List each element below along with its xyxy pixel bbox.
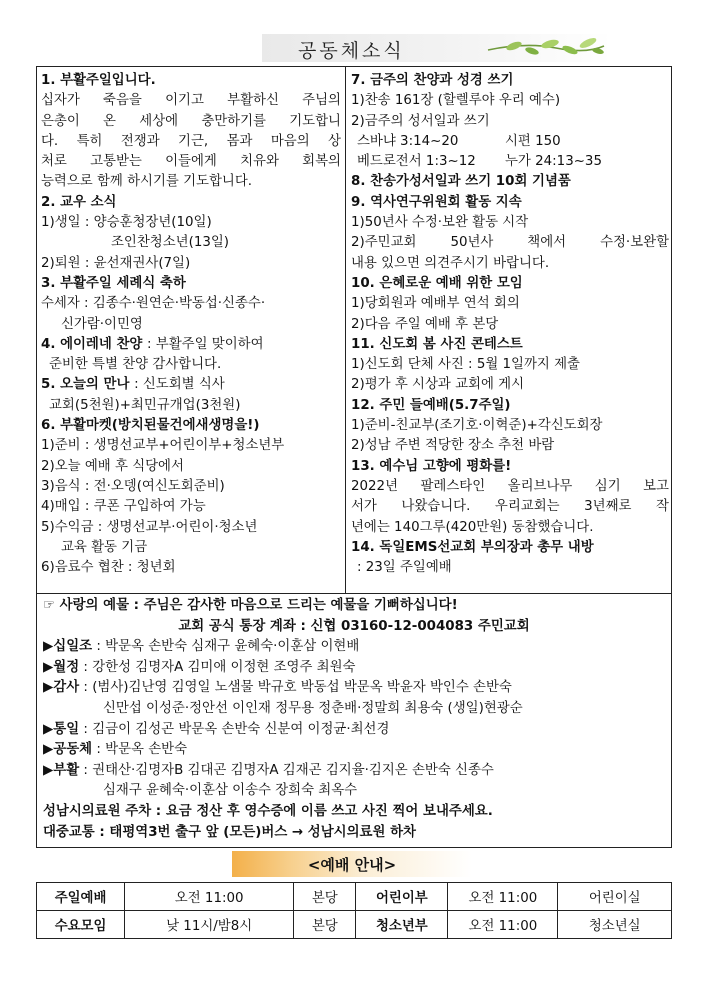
service-cell: 오전 11:00 <box>448 911 558 939</box>
right-line: 2)주민교회 50년사 책에서 수정·보완할 <box>351 235 669 251</box>
left-line: 다. 특히 전쟁과 기근, 몸과 마음의 상 <box>41 133 341 149</box>
scripture-ref: 베드로전서 1:3~12 <box>357 154 476 170</box>
offering-names: : 권태산·김명자B 김대곤 김명자A 김재곤 김지율·김지온 손반숙 신종수 <box>79 762 494 778</box>
right-line: 2)금주의 성서일과 쓰기 <box>351 113 490 129</box>
item-heading: 4. 에이레네 찬양 <box>41 336 148 352</box>
right-line: 2)성남 주변 적당한 장소 추천 바람 <box>351 438 555 454</box>
left-line <box>41 375 341 395</box>
bank-account: 교회 공식 통장 계좌 : 신협 03160-12-004083 주민교회 <box>178 618 530 634</box>
left-line: 2)퇴원 : 윤선재권사(7일) <box>41 255 191 271</box>
right-line: 12. 주민 들예배(5.7주일) <box>351 397 511 413</box>
left-line: 교육 활동 기금 <box>61 539 148 555</box>
offering-names: 심재구 윤혜숙·이훈삼 이송수 장희숙 최옥수 <box>103 783 358 799</box>
transit-notice: 대중교통 : 태평역3번 출구 앞 (모든)버스 → 성남시의료원 하차 <box>43 824 416 840</box>
offering-section <box>36 594 672 848</box>
offering-names: : 박문옥 손반숙 심재구 윤혜숙·이훈삼 이현배 <box>92 639 360 655</box>
service-cell: 오전 11:00 <box>448 883 558 911</box>
offering-category: ▶부활 <box>43 762 80 778</box>
scripture-ref: 시편 150 <box>505 133 561 149</box>
left-line: 1. 부활주일입니다. <box>41 73 156 88</box>
right-line <box>351 152 669 172</box>
left-line: 은총이 온 세상에 충만하기를 기도합니 <box>41 113 341 129</box>
left-line: 6. 부활마켓(방치된물건에새생명을!) <box>41 418 260 434</box>
right-line: : 23일 주일예배 <box>357 560 452 576</box>
left-line: 십자가 죽음을 이기고 부활하신 주님의 <box>41 93 341 109</box>
item-text: : 신도회별 식사 <box>134 377 225 393</box>
right-line: 1)준비-친교부(조기호·이혁준)+각신도회장 <box>351 418 603 434</box>
right-line: 2022년 팔레스타인 올리브나무 심기 보고 <box>351 478 669 494</box>
right-line: 11. 신도회 봄 사진 콘테스트 <box>351 336 523 352</box>
offering-entry <box>43 781 665 802</box>
right-line <box>351 132 669 152</box>
offering-names: : 박문옥 손반숙 <box>92 742 188 758</box>
service-row <box>37 883 672 911</box>
offering-entry <box>43 658 665 679</box>
offering-title: ☞ 사랑의 예물 : 주님은 감사한 마음으로 드리는 예물을 기뻐하십니다! <box>43 598 458 613</box>
offering-names: : (범사)김난영 김영일 노샘물 박규호 박동섭 박문옥 박윤자 박인수 손반숙 <box>79 680 512 696</box>
offering-category: ▶월정 <box>43 659 80 675</box>
title-banner <box>262 34 612 62</box>
left-line: 2)오늘 예배 후 식당에서 <box>41 458 184 474</box>
right-line: 서가 나왔습니다. 우리교회는 3년째로 작 <box>351 499 669 515</box>
left-line: 처로 고통받는 이들에게 치유와 회복의 <box>41 154 341 170</box>
right-line: 1)찬송 161장 (할렐루야 우리 예수) <box>351 93 561 109</box>
service-title: <예배 안내> <box>307 856 397 874</box>
left-line: 3. 부활주일 세례식 축하 <box>41 275 186 291</box>
left-column <box>41 71 341 578</box>
left-line: 5)수익금 : 생명선교부·어린이·청소년 <box>41 519 258 535</box>
left-line: 수세자 : 김종수·원연순·박동섭·신종수· <box>41 296 266 312</box>
offering-names: : 김금이 김성곤 박문옥 손반숙 신분여 이정균·최선경 <box>79 721 390 737</box>
item-text: : 부활주일 맞이하여 <box>147 336 264 352</box>
parking-notice: 성남시의료원 주차 : 요금 정산 후 영수증에 이름 쓰고 사진 찍어 보내주세요. <box>43 803 493 819</box>
right-line: 10. 은혜로운 예배 위한 모임 <box>351 275 523 291</box>
service-table <box>36 882 672 939</box>
right-line: 8. 찬송가성서일과 쓰기 10회 기념품 <box>351 174 571 190</box>
left-line: 2. 교우 소식 <box>41 194 117 210</box>
offering-category: ▶공동체 <box>43 742 93 758</box>
item-heading: 5. 오늘의 만나 <box>41 377 135 393</box>
news-box <box>36 66 672 594</box>
right-line: 9. 역사연구위원회 활동 지속 <box>351 194 522 210</box>
right-column <box>351 71 669 578</box>
offering-category: ▶감사 <box>43 680 80 696</box>
right-line: 2)평가 후 시상과 교회에 게시 <box>351 377 525 393</box>
right-line: 7. 금주의 찬양과 성경 쓰기 <box>351 73 514 88</box>
left-line <box>41 335 341 355</box>
right-line: 년에는 140그루(420만원) 동참했습니다. <box>351 519 594 535</box>
service-cell: 본당 <box>294 911 356 939</box>
service-cell: 낮 11시/밤8시 <box>125 911 294 939</box>
service-row <box>37 911 672 939</box>
scripture-ref: 스바냐 3:14~20 <box>357 133 459 149</box>
leaf-decoration-icon <box>486 36 606 60</box>
left-line: 신가람·이민영 <box>61 316 143 332</box>
left-line: 준비한 특별 찬양 감사합니다. <box>49 357 222 373</box>
service-cell: 본당 <box>294 883 356 911</box>
left-line: 1)생일 : 양승훈청장년(10일) <box>41 215 212 231</box>
left-line: 교회(5천원)+최민규개업(3천원) <box>49 397 241 413</box>
offering-entry <box>43 699 665 720</box>
service-cell: 어린이부 <box>356 883 448 911</box>
right-line: 1)신도회 단체 사진 : 5월 1일까지 제출 <box>351 357 580 373</box>
right-line: 14. 독일EMS선교회 부의장과 총무 내방 <box>351 539 594 555</box>
right-line: 내용 있으면 의견주시기 바랍니다. <box>351 255 550 271</box>
left-line: 3)음식 : 전·오뎅(여신도회준비) <box>41 478 225 494</box>
offering-entry <box>43 720 665 741</box>
service-cell: 청소년실 <box>558 911 672 939</box>
left-line: 조인찬청소년(13일) <box>111 235 230 251</box>
left-line: 1)준비 : 생명선교부+어린이부+청소년부 <box>41 438 285 454</box>
offering-names: : 강한성 김명자A 김미애 이정현 조영주 최원숙 <box>79 659 356 675</box>
right-line: 2)다음 주일 예배 후 본당 <box>351 316 499 332</box>
service-cell: 청소년부 <box>356 911 448 939</box>
right-line: 1)50년사 수정·보완 활동 시작 <box>351 215 529 231</box>
offering-entry <box>43 740 665 761</box>
offering-category: ▶통일 <box>43 721 80 737</box>
offering-entry <box>43 678 665 699</box>
service-cell: 어린이실 <box>558 883 672 911</box>
service-cell: 주일예배 <box>37 883 125 911</box>
service-cell: 수요모임 <box>37 911 125 939</box>
offering-entry <box>43 637 665 658</box>
service-cell: 오전 11:00 <box>125 883 294 911</box>
offering-entry <box>43 761 665 782</box>
scripture-ref: 누가 24:13~35 <box>505 154 602 170</box>
offering-names: 신만섭 이성준·정안선 이인재 정무용 정춘배·정말희 최용숙 (생일)현광순 <box>103 700 523 716</box>
column-divider <box>345 67 346 593</box>
left-line: 6)음료수 협찬 : 청년회 <box>41 560 176 576</box>
left-line: 능력으로 함께 하시기를 기도합니다. <box>41 174 253 190</box>
right-line: 13. 예수님 고향에 평화를! <box>351 458 512 474</box>
page-title: 공동체소식 <box>298 40 405 62</box>
right-line: 1)당회원과 예배부 연석 회의 <box>351 296 520 312</box>
offering-category: ▶십일조 <box>43 639 93 655</box>
left-line: 4)매입 : 쿠폰 구입하여 가능 <box>41 499 206 515</box>
service-banner <box>232 851 472 877</box>
offering-list <box>43 637 665 802</box>
